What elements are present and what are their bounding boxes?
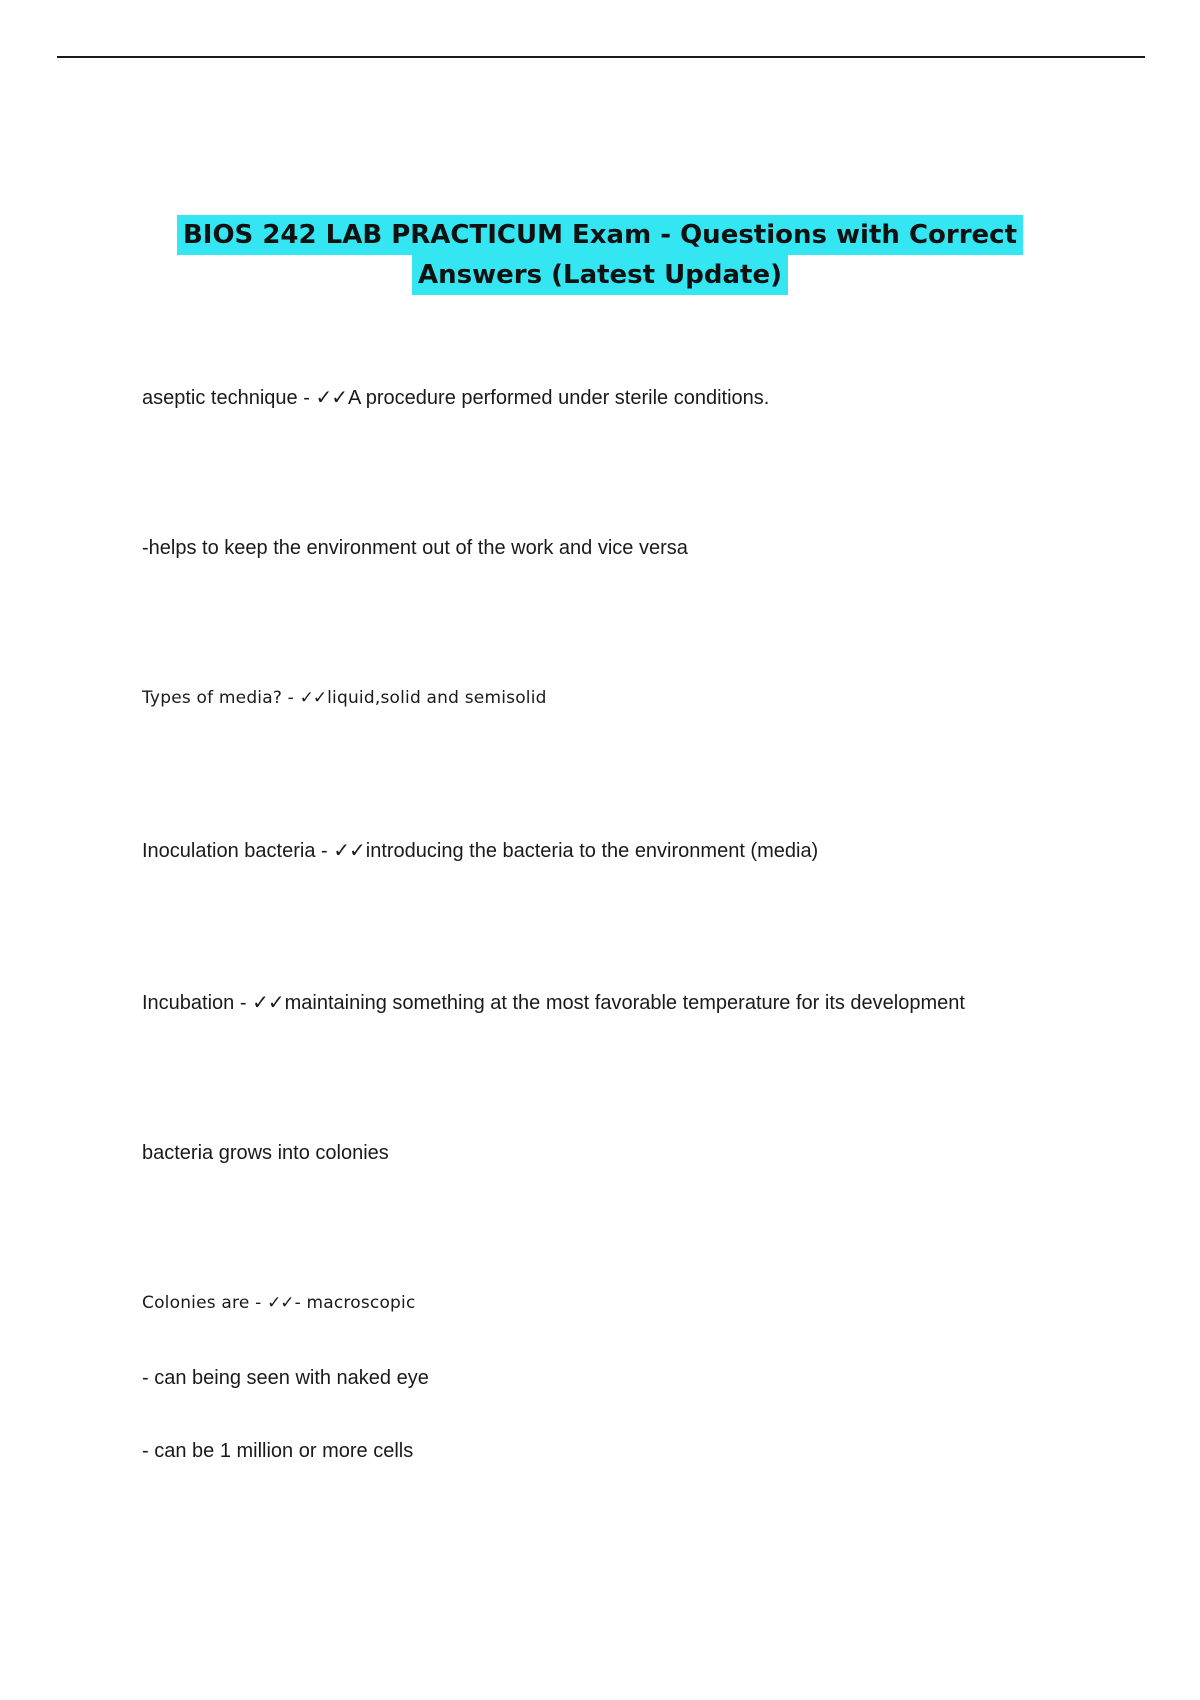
checkmark-icon: ✓✓ bbox=[252, 992, 284, 1014]
entry-term: Types of media? bbox=[142, 688, 283, 708]
entry-term: aseptic technique bbox=[142, 387, 298, 409]
entry-separator: - bbox=[315, 840, 334, 862]
entry-separator: - bbox=[249, 1293, 268, 1313]
entry-text: -helps to keep the environment out of the work and vice versa bbox=[142, 537, 688, 559]
document-title bbox=[0, 215, 1200, 295]
text-line bbox=[142, 1438, 413, 1464]
entry-separator: - bbox=[297, 387, 316, 409]
entry-term: Incubation bbox=[142, 992, 235, 1014]
entry-text: bacteria grows into colonies bbox=[142, 1142, 389, 1164]
entry-answer: - macroscopic bbox=[294, 1293, 416, 1313]
entry-answer: maintaining something at the most favorable temperature for its development bbox=[284, 992, 965, 1014]
text-line bbox=[142, 535, 688, 561]
qa-entry bbox=[142, 838, 818, 864]
text-line bbox=[142, 1140, 389, 1166]
header-rule bbox=[57, 56, 1145, 58]
checkmark-icon: ✓✓ bbox=[299, 688, 327, 708]
entry-term: Inoculation bacteria bbox=[142, 840, 316, 862]
entry-term: Colonies are bbox=[142, 1293, 250, 1313]
qa-entry bbox=[142, 1290, 416, 1316]
entry-text: - can be 1 million or more cells bbox=[142, 1440, 414, 1462]
entry-answer: liquid,solid and semisolid bbox=[327, 688, 547, 708]
entry-separator: - bbox=[282, 688, 300, 708]
qa-entry bbox=[142, 385, 769, 411]
checkmark-icon: ✓✓ bbox=[333, 840, 365, 862]
checkmark-icon: ✓✓ bbox=[267, 1293, 294, 1313]
qa-entry bbox=[142, 990, 965, 1016]
entry-answer: introducing the bacteria to the environment (media) bbox=[365, 840, 819, 862]
title-line-1: BIOS 242 LAB PRACTICUM Exam - Questions with Correct bbox=[177, 215, 1023, 255]
checkmark-icon: ✓✓ bbox=[315, 387, 347, 409]
entry-text: - can being seen with naked eye bbox=[142, 1367, 429, 1389]
title-line-2: Answers (Latest Update) bbox=[412, 255, 788, 295]
text-line bbox=[142, 1365, 429, 1391]
entry-answer: A procedure performed under sterile conditions. bbox=[347, 387, 770, 409]
qa-entry bbox=[142, 685, 547, 711]
entry-separator: - bbox=[234, 992, 253, 1014]
